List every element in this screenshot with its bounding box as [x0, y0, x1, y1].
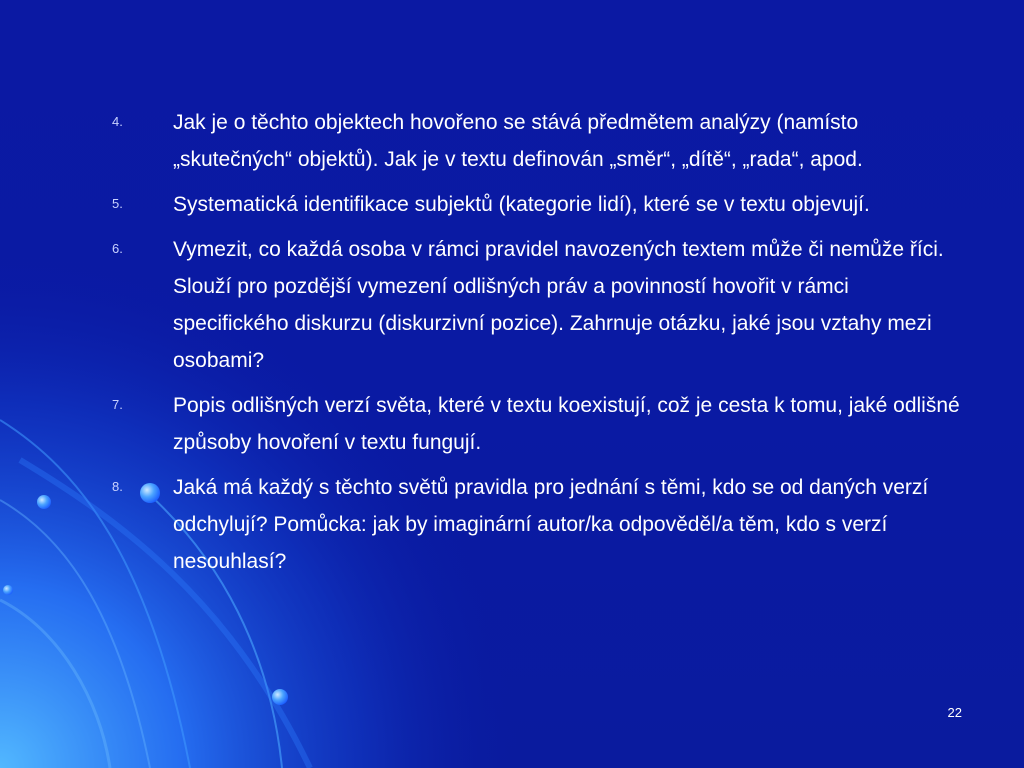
list-item — [108, 231, 968, 379]
slide-number: 22 — [947, 705, 962, 720]
list-item-text: Systematická identifikace subjektů (kategorie lidí), které se v textu objevují. — [173, 193, 870, 216]
list-item-number: 5. — [112, 196, 123, 211]
list-item — [108, 186, 968, 223]
list-item-text: Jak je o těchto objektech hovořeno se stává předmětem analýzy (namísto „skutečných“ objektů). Jak je v textu definován „směr“, „dítě“, „rada“, apod. — [173, 111, 863, 171]
list-item — [108, 104, 968, 178]
decorative-dot — [3, 585, 13, 595]
numbered-list — [108, 104, 968, 588]
list-item-text: Popis odlišných verzí světa, které v textu koexistují, což je cesta k tomu, jaké odlišné způsoby hovoření v textu fungují. — [173, 394, 960, 454]
list-item-number: 4. — [112, 114, 123, 129]
decorative-dot — [37, 495, 51, 509]
list-item-number: 8. — [112, 479, 123, 494]
list-item — [108, 387, 968, 461]
list-item-text: Jaká má každý s těchto světů pravidla pro jednání s těmi, kdo se od daných verzí odchylují? Pomůcka: jak by imaginární autor/ka odpověděl/a těm, kdo s verzí nesouhlasí? — [173, 476, 929, 573]
list-item-number: 6. — [112, 241, 123, 256]
decorative-dot — [272, 689, 288, 705]
list-item-number: 7. — [112, 397, 123, 412]
list-item — [108, 469, 968, 580]
list-item-text: Vymezit, co každá osoba v rámci pravidel navozených textem může či nemůže říci. Slouží pro pozdější vymezení odlišných práv a povinností hovořit v rámci specifického diskurzu (diskurzivní pozice). Zahrnuje otázku, jaké jsou vztahy mezi osobami? — [173, 238, 944, 372]
